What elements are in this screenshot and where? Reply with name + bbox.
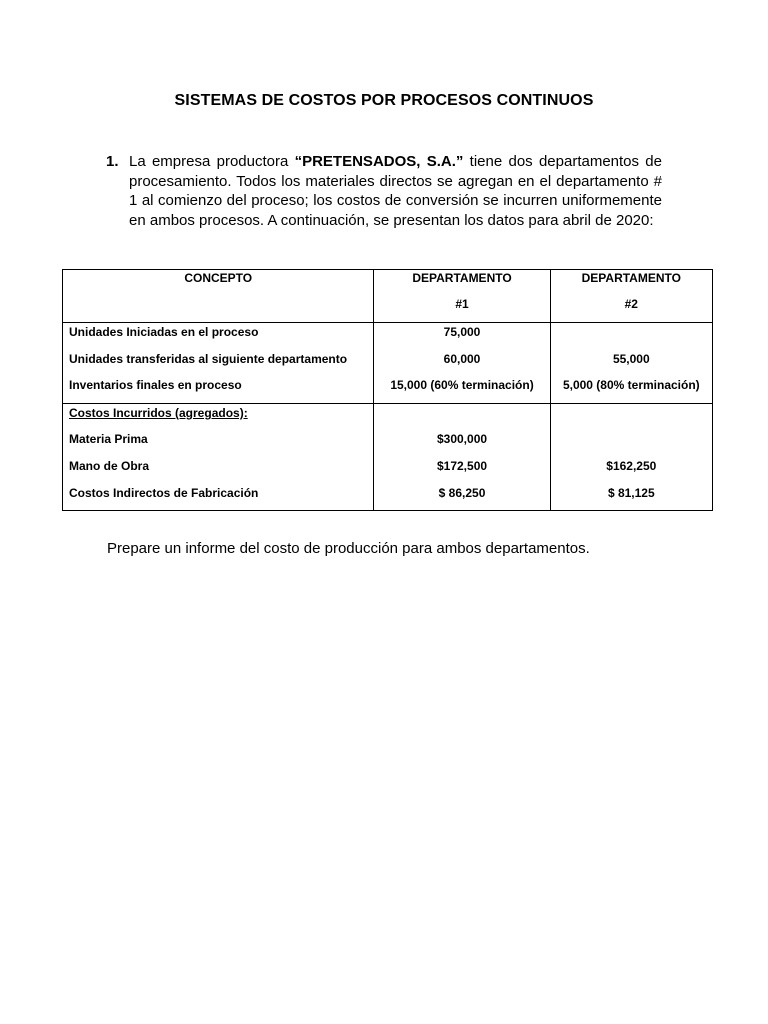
- row-value-dept2: [551, 323, 712, 350]
- data-table: [62, 269, 713, 511]
- table-header-row: [63, 270, 713, 323]
- header-dept1-line2: #1: [455, 297, 469, 311]
- row-value-dept1: $172,500: [436, 458, 488, 473]
- row-value-dept2: 5,000 (80% terminación): [562, 378, 700, 393]
- row-label: Mano de Obra: [69, 458, 150, 473]
- problem-statement: [106, 152, 662, 230]
- units-dept1-cell: [374, 323, 550, 404]
- costs-dept2-cell: [550, 403, 712, 510]
- row-value-dept1: $ 86,250: [438, 485, 486, 500]
- row-value-dept2: $ 81,125: [607, 485, 655, 500]
- problem-text-before: La empresa productora: [129, 153, 295, 170]
- costs-labels-cell: [63, 403, 374, 510]
- problem-number: 1.: [106, 153, 119, 170]
- header-concept-cell: [63, 270, 374, 323]
- row-value-dept1: 15,000 (60% terminación): [390, 378, 534, 393]
- company-name: “PRETENSADOS, S.A.”: [294, 153, 464, 170]
- empty-line: [551, 404, 712, 431]
- header-dept1-cell: [374, 270, 550, 323]
- row-value-dept1: 75,000: [443, 325, 481, 339]
- empty-line: [374, 404, 549, 431]
- row-value-dept2: $162,250: [606, 458, 657, 473]
- row-label: Costos Indirectos de Fabricación: [69, 485, 259, 500]
- header-dept2-line2: #2: [624, 297, 638, 311]
- problem-text: [129, 152, 662, 230]
- header-dept2-cell: [550, 270, 712, 323]
- row-value-dept1: 60,000: [443, 351, 481, 366]
- costs-heading: Costos Incurridos (agregados):: [69, 405, 248, 420]
- header-dept2-line1: DEPARTAMENTO: [581, 271, 681, 285]
- row-label: Unidades Iniciadas en el proceso: [69, 325, 259, 339]
- row-label: Materia Prima: [69, 432, 148, 447]
- costs-dept1-cell: [374, 403, 550, 510]
- problem-text-after: tiene dos departamentos de procesamiento. Todos los materiales directos se agregan en el departamento # 1 al comienzo del proceso; los costos de conversión se incurren uniformemente en ambos procesos. A continuación, se presentan los datos para abril de 2020:: [129, 153, 662, 229]
- header-dept1-line1: DEPARTAMENTO: [412, 271, 512, 285]
- row-value-dept2: [551, 430, 712, 457]
- table-costs-row: [63, 403, 713, 510]
- units-dept2-cell: [550, 323, 712, 404]
- page-title: SISTEMAS DE COSTOS POR PROCESOS CONTINUOS: [174, 92, 594, 109]
- row-label: Unidades transferidas al siguiente departamento: [69, 351, 348, 366]
- units-labels-cell: [63, 323, 374, 404]
- instruction-text: Prepare un informe del costo de producción para ambos departamentos.: [107, 540, 590, 557]
- table-units-row: [63, 323, 713, 404]
- row-value-dept2: 55,000: [612, 351, 650, 366]
- header-concept: CONCEPTO: [184, 271, 253, 285]
- row-value-dept1: $300,000: [436, 432, 488, 447]
- row-label: Inventarios finales en proceso: [69, 378, 242, 393]
